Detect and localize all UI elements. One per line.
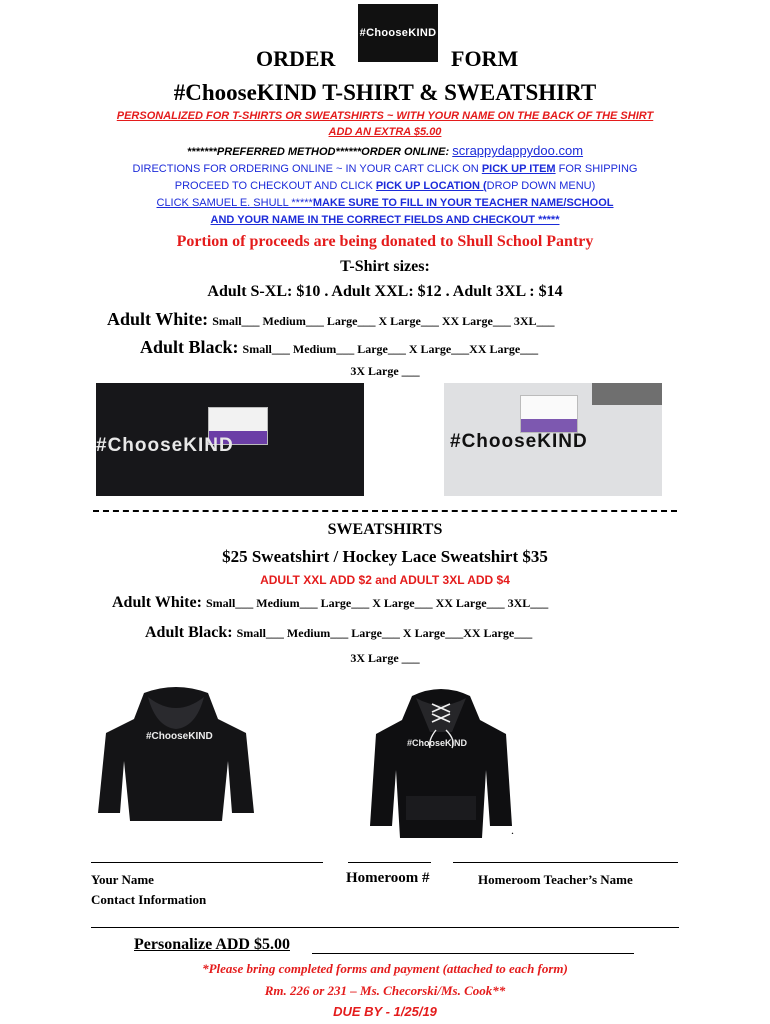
directions-line-3 — [0, 197, 770, 209]
homeroom-line[interactable] — [348, 862, 431, 863]
personalize-text: Personalize ADD $5.00 — [134, 936, 290, 953]
hoodie-2-print: #ChooseKIND — [407, 738, 468, 748]
homeroom-label: Homeroom # — [346, 870, 430, 886]
tshirt-black-row — [140, 337, 538, 358]
bring-forms-note: *Please bring completed forms and payment (attached to each form) — [202, 961, 568, 976]
click-shull-text: CLICK SAMUEL E. SHULL ***** — [156, 197, 313, 209]
personalized-line-2: ADD AN EXTRA $5.00 — [328, 126, 442, 138]
teacher-label: Homeroom Teacher’s Name — [478, 872, 633, 887]
hoodie-1-print: #ChooseKIND — [146, 731, 213, 742]
black-tshirt-photo — [96, 383, 364, 496]
personalize-label — [134, 936, 290, 954]
sweatshirt-extra: ADULT XXL ADD $2 and ADULT 3XL ADD $4 — [260, 573, 510, 587]
your-name-line[interactable] — [91, 862, 323, 863]
due-date: DUE BY - 1/25/19 — [333, 1004, 437, 1019]
proceeds-note: Portion of proceeds are being donated to Shull School Pantry — [176, 233, 594, 250]
sweatshirt-black-sizes[interactable]: Small___ Medium___ Large___ X Large___XX Large___ — [236, 626, 533, 640]
room-note: Rm. 226 or 231 – Ms. Checorski/Ms. Cook** — [264, 983, 506, 998]
drop-down-text: DROP DOWN MENU) — [486, 180, 596, 192]
sweatshirt-black-3x[interactable]: 3X Large ___ — [350, 651, 420, 665]
choosekind-logo — [358, 4, 438, 62]
tshirt-black-sizes[interactable]: Small___ Medium___ Large___ X Large___XX Large___ — [242, 342, 539, 356]
white-tshirt-print: #ChooseKIND — [450, 431, 588, 452]
tshirt-white-sizes[interactable]: Small___ Medium___ Large___ X Large___ XX Large___ 3XL___ — [212, 314, 555, 328]
sweatshirt-white-label: Adult White: — [112, 594, 202, 611]
tshirt-black-label: Adult Black: — [140, 337, 239, 357]
black-tshirt-print: #ChooseKIND — [96, 435, 234, 456]
sweatshirt-white-sizes[interactable]: Small___ Medium___ Large___ X Large___ XX Large___ 3XL___ — [205, 596, 549, 610]
tshirt-heading: T-Shirt sizes: — [340, 258, 430, 275]
preferred-method — [0, 143, 770, 158]
preferred-prefix: *******PREFERRED METHOD******ORDER ONLINE: — [186, 146, 450, 158]
tshirt-prices: Adult S-XL: $10 . Adult XXL: $12 . Adult 3XL : $14 — [207, 283, 563, 300]
pick-up-item-text: PICK UP ITEM — [481, 163, 556, 175]
directions-line-2 — [0, 180, 770, 192]
checkout-text: PROCEED TO CHECKOUT AND CLICK — [174, 180, 376, 192]
personalized-line-1: PERSONALIZED FOR T-SHIRTS OR SWEATSHIRTS ~ WITH YOUR NAME ON THE BACK OF THE SHIRT — [116, 110, 654, 122]
logo-text: #ChooseKIND — [359, 27, 437, 39]
stray-dot: . — [511, 823, 514, 837]
personalize-line[interactable] — [312, 953, 634, 954]
tshirt-white-label: Adult White: — [107, 309, 209, 329]
sweatshirt-prices: $25 Sweatshirt / Hockey Lace Sweatshirt $35 — [222, 547, 548, 566]
contact-label: Contact Information — [91, 892, 207, 907]
shirt-tag-white — [520, 395, 578, 433]
directions-text: DIRECTIONS FOR ORDERING ONLINE ~ IN YOUR CART CLICK ON — [132, 163, 482, 175]
tshirt-black-3x[interactable]: 3X Large ___ — [350, 364, 420, 378]
page-title: #ChooseKIND T-SHIRT & SWEATSHIRT — [173, 80, 597, 105]
sweatshirt-white-row — [112, 594, 548, 612]
scrappydappydoo-link[interactable]: scrappydappydoo.com — [452, 143, 584, 158]
black-hoodie-image — [96, 685, 256, 825]
tshirt-white-row — [107, 309, 555, 330]
directions-line-1 — [0, 163, 770, 175]
sweatshirt-heading: SWEATSHIRTS — [327, 521, 443, 538]
white-tshirt-photo — [444, 383, 662, 496]
section-divider — [93, 510, 677, 512]
directions-line-4: AND YOUR NAME IN THE CORRECT FIELDS AND CHECKOUT ***** — [210, 214, 560, 226]
make-sure-text: MAKE SURE TO FILL IN YOUR TEACHER NAME/SCHOOL — [312, 197, 614, 209]
your-name-label: Your Name — [91, 872, 154, 887]
pick-up-location-text: PICK UP LOCATION ( — [375, 180, 487, 192]
contact-line[interactable] — [91, 927, 679, 928]
directions-text-end: FOR SHIPPING — [555, 163, 638, 175]
photo-background — [592, 383, 662, 405]
order-word: ORDER — [256, 46, 336, 71]
sweatshirt-black-row — [145, 624, 532, 642]
sweatshirt-black-label: Adult Black: — [145, 624, 233, 641]
form-word: FORM — [451, 46, 519, 71]
hockey-lace-hoodie-image — [366, 686, 516, 842]
teacher-line[interactable] — [453, 862, 678, 863]
